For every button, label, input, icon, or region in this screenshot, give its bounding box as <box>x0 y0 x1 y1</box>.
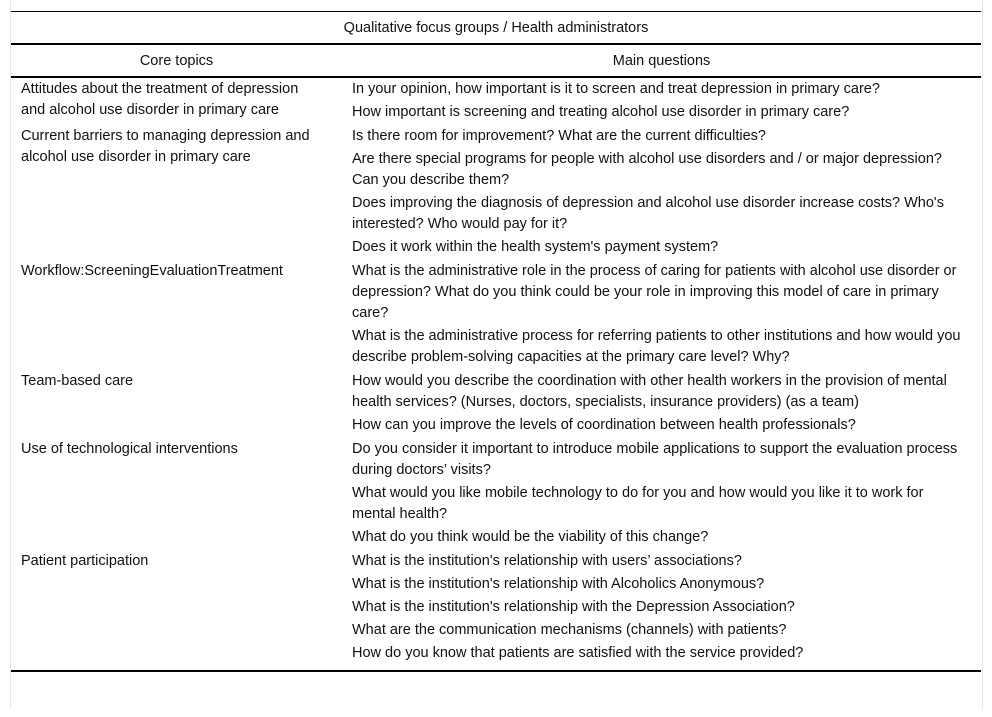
question: What is the institution's relationship with users’ associations? <box>352 553 742 569</box>
questions-cell <box>342 260 981 370</box>
header-core-topics: Core topics <box>11 44 342 77</box>
question: How do you know that patients are satisfied with the service provided? <box>352 645 804 661</box>
question: What is the administrative role in the process of caring for patients with alcohol use disorder or depression? What do you think could be your role in improving this model of care in primary care? <box>352 263 957 321</box>
topic-cell: Current barriers to managing depression and alcohol use disorder in primary care <box>21 128 310 165</box>
topic-cell: Team-based care <box>21 373 134 389</box>
table-row <box>11 77 981 125</box>
question: What are the communication mechanisms (channels) with patients? <box>352 622 787 638</box>
question: How can you improve the levels of coordination between health professionals? <box>352 417 856 433</box>
table-row <box>11 125 981 260</box>
question: What do you think would be the viability of this change? <box>352 529 709 545</box>
table-row <box>11 438 981 550</box>
table-caption-row <box>11 12 981 45</box>
question: How important is screening and treating alcohol use disorder in primary care? <box>352 104 850 120</box>
focus-group-table <box>11 11 981 672</box>
question: Does it work within the health system's payment system? <box>352 239 719 255</box>
question: Do you consider it important to introduce mobile applications to support the evaluation process during doctors’ visits? <box>352 441 958 478</box>
topic-cell: Workflow:ScreeningEvaluationTreatment <box>21 263 283 279</box>
table-header-row <box>11 44 981 77</box>
questions-cell <box>342 550 981 671</box>
table-row <box>11 370 981 438</box>
questions-cell <box>342 438 981 550</box>
header-main-questions: Main questions <box>342 44 981 77</box>
question: Does improving the diagnosis of depression and alcohol use disorder increase costs? Who's interested? Who would pay for it? <box>352 195 944 232</box>
questions-cell <box>342 77 981 125</box>
questions-cell <box>342 370 981 438</box>
question: Is there room for improvement? What are the current difficulties? <box>352 128 766 144</box>
table-caption: Qualitative focus groups / Health administrators <box>11 12 981 45</box>
question: What is the institution's relationship with Alcoholics Anonymous? <box>352 576 765 592</box>
table-row <box>11 550 981 671</box>
table-row <box>11 260 981 370</box>
topic-cell: Use of technological interventions <box>21 441 238 457</box>
question: In your opinion, how important is it to screen and treat depression in primary care? <box>352 81 880 97</box>
question: What is the administrative process for referring patients to other institutions and how would you describe problem-solving capacities at the primary care level? Why? <box>352 328 961 365</box>
question: What is the institution's relationship with the Depression Association? <box>352 599 795 615</box>
question: Are there special programs for people with alcohol use disorders and / or major depression? Can you describe them? <box>352 151 942 188</box>
questions-cell <box>342 125 981 260</box>
topic-cell: Patient participation <box>11 550 342 671</box>
question: What would you like mobile technology to do for you and how would you like it to work for mental health? <box>352 485 924 522</box>
question: How would you describe the coordination with other health workers in the provision of mental health services? (Nurses, doctors, specialists, insurance providers) (as a team) <box>352 373 947 410</box>
topic-cell: Attitudes about the treatment of depression and alcohol use disorder in primary care <box>21 81 299 118</box>
